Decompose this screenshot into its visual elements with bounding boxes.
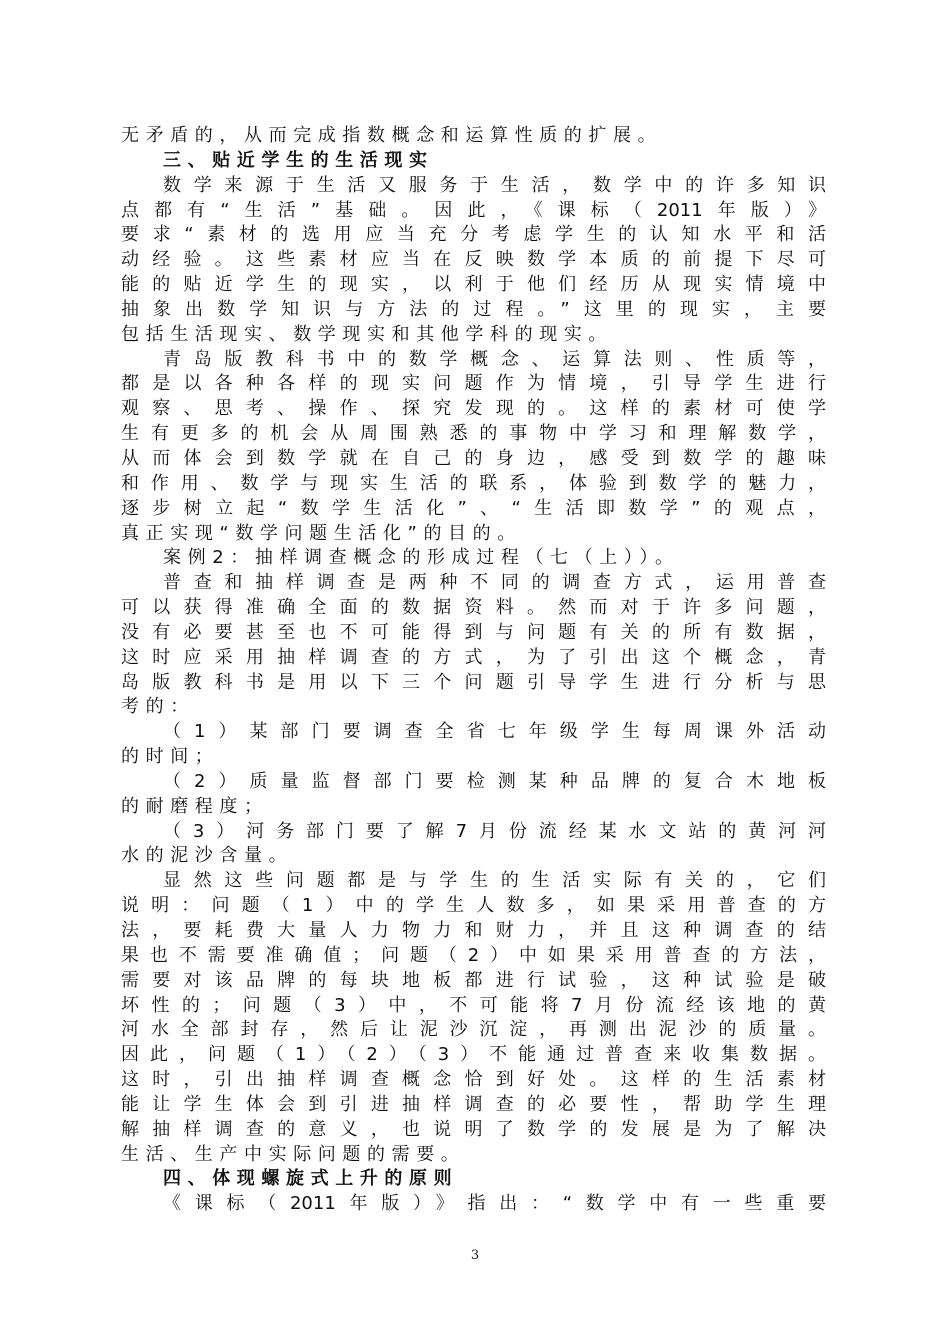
paragraph-last-line: 无矛盾的，从而完成指数概念和运算性质的扩展。	[121, 125, 663, 146]
paragraph-first-line: 《课标（2011年版）》指出：“数学中有一些重要	[163, 1193, 826, 1215]
text-line: 果也不需要准确值；问题（2）中如果采用普查的方法，	[121, 944, 826, 966]
text-line: 观察、思考、操作、探究发现的。这样的素材可使学	[121, 398, 826, 420]
text-line: 这时应采用抽样调查的方式，为了引出这个概念，青	[121, 646, 826, 668]
text-line: 岛版教科书是用以下三个问题引导学生进行分析与思	[121, 671, 826, 693]
text-line: 点都有“生活”基础。因此，《课标（2011年版）》	[121, 199, 826, 221]
text-line: 生有更多的机会从周围熟悉的事物中学习和理解数学，	[121, 423, 826, 445]
paragraph-first-line: （3）河务部门要了解7月份流经某水文站的黄河河	[163, 820, 826, 842]
text-line: 要求“素材的选用应当充分考虑学生的认知水平和活	[121, 224, 826, 246]
paragraph-last-line: 包括生活现实、数学现实和其他学科的现实。	[121, 323, 613, 345]
text-line: 说明：问题（1）中的学生人数多，如果采用普查的方	[121, 895, 826, 917]
text-line: 从而体会到数学就在自己的身边，感受到数学的趣味	[121, 447, 826, 469]
text-line: 逐步树立起“数学生活化”、“生活即数学”的观点，	[121, 497, 826, 519]
text-line: 动经验。这些素材应当在反映数学本质的前提下尽可	[121, 249, 826, 271]
text-line: 需要对该品牌的每块地板都进行试验，这种试验是破	[121, 969, 826, 991]
text-line: 能让学生体会到引进抽样调查的必要性，帮助学生理	[121, 1093, 826, 1115]
paragraph-last-line: 考的：	[121, 696, 195, 718]
text-line: 都是以各种各样的现实问题作为情境，引导学生进行	[121, 373, 826, 395]
paragraph-last-line: 的时间；	[121, 746, 220, 768]
text-line: 解抽样调查的意义，也说明了数学的发展是为了解决	[121, 1118, 826, 1140]
text-line: 抽象出数学知识与方法的过程。”这里的现实，主要	[121, 298, 826, 320]
paragraph-last-line: 生活、生产中实际问题的需要。	[121, 1143, 466, 1165]
paragraph-first-line: 案例2：抽样调查概念的形成过程（七（上））。	[163, 547, 680, 569]
section-heading: 三、贴近学生的生活现实	[163, 149, 434, 171]
paragraph-first-line: 显然这些问题都是与学生的生活实际有关的，它们	[163, 870, 826, 892]
paragraph-first-line: 数学来源于生活又服务于生活，数学中的许多知识	[163, 174, 826, 196]
paragraph-first-line: 青岛版教科书中的数学概念、运算法则、性质等，	[163, 348, 826, 370]
paragraph-last-line: 的耐磨程度；	[121, 795, 269, 817]
text-line: 因此，问题（1）（2）（3）不能通过普查来收集数据。	[121, 1044, 826, 1066]
text-line: 坏性的；问题（3）中，不可能将7月份流经该地的黄	[121, 994, 826, 1016]
text-line: 能的贴近学生的现实，以利于他们经历从现实情境中	[121, 274, 826, 296]
paragraph-last-line: 真正实现“数学问题生活化”的目的。	[121, 522, 522, 544]
paragraph-last-line: 水的泥沙含量。	[121, 845, 294, 867]
paragraph-first-line: （1）某部门要调查全省七年级学生每周课外活动	[163, 721, 826, 743]
text-line: 和作用、数学与现实生活的联系，体验到数学的魅力，	[121, 472, 826, 494]
text-line: 河水全部封存，然后让泥沙沉淀，再测出泥沙的质量。	[121, 1019, 826, 1041]
text-line: 这时，引出抽样调查概念恰到好处。这样的生活素材	[121, 1069, 826, 1091]
text-line: 法，要耗费大量人力物力和财力，并且这种调查的结	[121, 920, 826, 941]
paragraph-first-line: 普查和抽样调查是两种不同的调查方式，运用普查	[163, 572, 826, 594]
text-line: 可以获得准确全面的数据资料。然而对于许多问题，	[121, 597, 826, 619]
page-number: 3	[470, 1248, 480, 1263]
text-line: 没有必要甚至也不可能得到与问题有关的所有数据，	[121, 621, 826, 643]
document-body	[121, 124, 826, 1217]
section-heading: 四、体现螺旋式上升的原则	[163, 1168, 459, 1190]
paragraph-first-line: （2）质量监督部门要检测某种品牌的复合木地板	[163, 770, 826, 792]
